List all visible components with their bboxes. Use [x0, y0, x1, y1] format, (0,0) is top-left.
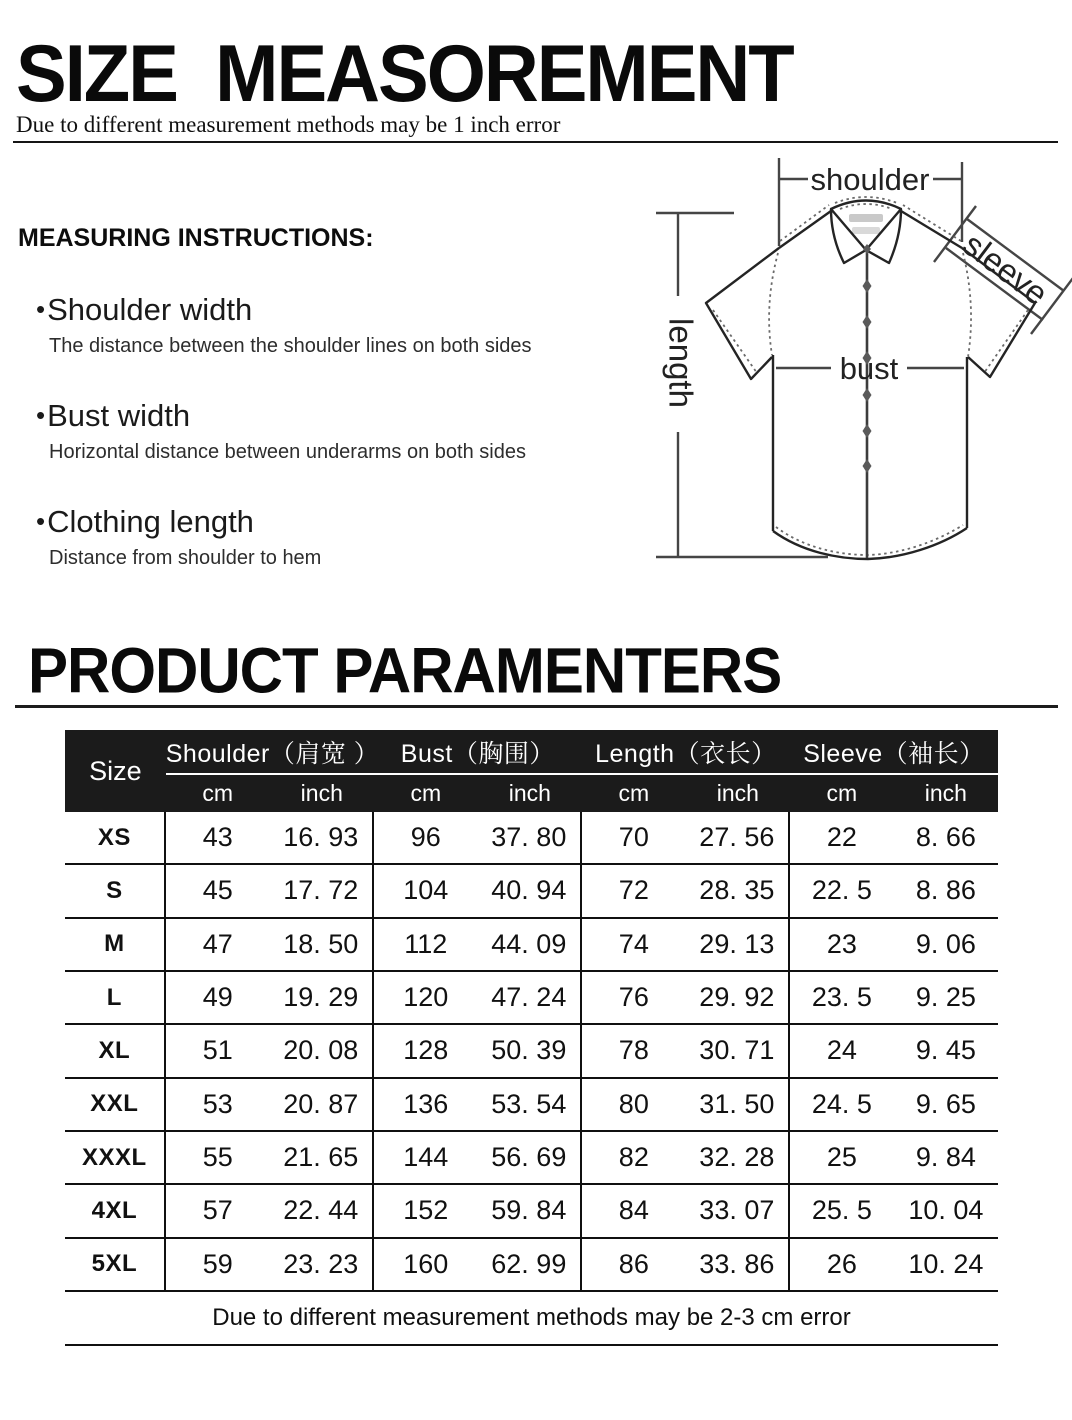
- value-cell: 22. 44: [270, 1185, 374, 1236]
- value-cell: 80: [618, 1088, 649, 1119]
- value-cell: 59. 84: [478, 1185, 582, 1236]
- table-row: [65, 1185, 998, 1238]
- size-cell: XXL: [65, 1079, 166, 1130]
- table-row: [65, 1079, 998, 1132]
- value-cell: 24. 5: [811, 1088, 872, 1119]
- table-body: [65, 812, 998, 1292]
- unit-header-row: [166, 775, 998, 812]
- value-cell: 37. 80: [478, 812, 582, 863]
- table-row: [65, 972, 998, 1025]
- value-cell: 47: [202, 928, 233, 959]
- shirt-diagram: [630, 146, 1072, 622]
- table-note: Due to different measurement methods may be 2-3 cm error: [65, 1292, 998, 1346]
- value-cell: 70: [618, 822, 649, 853]
- value-cell: 78: [618, 1035, 649, 1066]
- value-cell: 112: [404, 928, 448, 959]
- bust-label: bust: [839, 351, 899, 386]
- value-cell: 40. 94: [478, 865, 582, 916]
- value-cell: 86: [618, 1248, 649, 1279]
- value-cell: 9. 65: [915, 1088, 976, 1119]
- value-cell: 57: [202, 1195, 233, 1226]
- value-cell: 59: [202, 1248, 233, 1279]
- unit-header-cm: cm: [826, 780, 858, 807]
- group-header-sleeve: Sleeve（袖长）: [803, 739, 985, 768]
- value-cell: 28. 35: [686, 865, 790, 916]
- page-title: SIZE MEASOREMENT: [16, 29, 793, 120]
- measuring-instructions-list: [36, 292, 621, 610]
- value-cell: 22: [826, 822, 857, 853]
- value-cell: 53: [202, 1088, 233, 1119]
- value-cell: 43: [202, 822, 233, 853]
- group-headers: [166, 730, 998, 812]
- value-cell: 104: [403, 875, 449, 906]
- length-label: length: [662, 318, 700, 408]
- value-cell: 29. 92: [686, 972, 790, 1023]
- value-cell: 9. 06: [915, 928, 976, 959]
- value-cell: 29. 13: [686, 919, 790, 970]
- instruction-item: [36, 504, 621, 610]
- size-cell: XXXL: [65, 1132, 166, 1183]
- value-cell: 9. 45: [915, 1035, 976, 1066]
- table-row: [65, 919, 998, 972]
- table-row: [65, 865, 998, 918]
- value-cell: 33. 07: [686, 1185, 790, 1236]
- value-cell: 9. 84: [915, 1142, 976, 1173]
- unit-header-cm: cm: [202, 780, 234, 807]
- value-cell: 50. 39: [478, 1025, 582, 1076]
- table-row: [65, 1132, 998, 1185]
- unit-header-inch: inch: [924, 780, 967, 807]
- bullet-icon: •: [36, 294, 46, 324]
- sleeve-dimension: [934, 206, 1072, 334]
- value-cell: 16. 93: [270, 812, 374, 863]
- instruction-item: [36, 398, 621, 504]
- instruction-term: [36, 504, 621, 540]
- size-cell: XL: [65, 1025, 166, 1076]
- table-row: [65, 1239, 998, 1292]
- instruction-term-text: Shoulder width: [47, 292, 253, 327]
- size-cell: L: [65, 972, 166, 1023]
- value-cell: 84: [618, 1195, 649, 1226]
- instruction-term-text: Bust width: [47, 398, 191, 433]
- size-cell: XS: [65, 812, 166, 863]
- instruction-desc: Horizontal distance between underarms on both sides: [49, 441, 526, 463]
- unit-header-inch: inch: [300, 780, 343, 807]
- value-cell: 45: [202, 875, 233, 906]
- divider-line: [15, 705, 1058, 708]
- value-cell: 49: [202, 982, 233, 1013]
- value-cell: 9. 25: [915, 982, 976, 1013]
- value-cell: 10. 04: [908, 1195, 984, 1226]
- shoulder-label: shoulder: [810, 162, 930, 197]
- instruction-desc: The distance between the shoulder lines on both sides: [49, 335, 532, 357]
- value-cell: 20. 08: [270, 1025, 374, 1076]
- instruction-term: [36, 292, 621, 328]
- value-cell: 55: [202, 1142, 233, 1173]
- value-cell: 26: [826, 1248, 857, 1279]
- instruction-term: [36, 398, 621, 434]
- value-cell: 32. 28: [686, 1132, 790, 1183]
- value-cell: 22. 5: [811, 875, 872, 906]
- value-cell: 19. 29: [270, 972, 374, 1023]
- unit-header-inch: inch: [716, 780, 759, 807]
- value-cell: 72: [618, 875, 649, 906]
- value-cell: 128: [403, 1035, 449, 1066]
- value-cell: 30. 71: [686, 1025, 790, 1076]
- value-cell: 8. 86: [915, 875, 976, 906]
- value-cell: 18. 50: [270, 919, 374, 970]
- divider-line: [13, 141, 1058, 143]
- value-cell: 31. 50: [686, 1079, 790, 1130]
- value-cell: 17. 72: [270, 865, 374, 916]
- value-cell: 160: [403, 1248, 449, 1279]
- group-header-shoulder: Shoulder（肩宽 ）: [165, 739, 380, 768]
- instruction-term-text: Clothing length: [47, 504, 254, 539]
- group-label-row: [166, 730, 998, 775]
- value-cell: 33. 86: [686, 1239, 790, 1290]
- length-dimension: [656, 213, 828, 557]
- size-column-header: Size: [89, 755, 142, 786]
- group-header-bust: Bust（胸围）: [400, 739, 555, 768]
- instruction-item: [36, 292, 621, 398]
- value-cell: 25: [826, 1142, 857, 1173]
- unit-header-cm: cm: [410, 780, 442, 807]
- value-cell: 24: [826, 1035, 857, 1066]
- unit-header-inch: inch: [508, 780, 551, 807]
- size-cell: 5XL: [65, 1239, 166, 1290]
- size-cell: S: [65, 865, 166, 916]
- value-cell: 20. 87: [270, 1079, 374, 1130]
- value-cell: 62. 99: [478, 1239, 582, 1290]
- value-cell: 25. 5: [811, 1195, 872, 1226]
- value-cell: 23. 23: [270, 1239, 374, 1290]
- table-row: [65, 1025, 998, 1078]
- sleeve-label: sleeve: [956, 225, 1055, 313]
- value-cell: 82: [618, 1142, 649, 1173]
- value-cell: 53. 54: [478, 1079, 582, 1130]
- table-row: [65, 812, 998, 865]
- value-cell: 136: [403, 1088, 449, 1119]
- size-table: [65, 730, 998, 1346]
- size-cell: 4XL: [65, 1185, 166, 1236]
- value-cell: 8. 66: [915, 822, 976, 853]
- measuring-instructions-heading: MEASURING INSTRUCTIONS:: [18, 224, 374, 252]
- bullet-icon: •: [36, 506, 46, 536]
- value-cell: 23. 5: [811, 982, 872, 1013]
- value-cell: 56. 69: [478, 1132, 582, 1183]
- value-cell: 76: [618, 982, 649, 1013]
- value-cell: 74: [618, 928, 649, 959]
- value-cell: 51: [202, 1035, 233, 1066]
- value-cell: 10. 24: [908, 1248, 984, 1279]
- value-cell: 152: [403, 1195, 449, 1226]
- product-parameters-heading: PRODUCT PARAMENTERS: [28, 635, 782, 707]
- value-cell: 27. 56: [686, 812, 790, 863]
- bullet-icon: •: [36, 400, 46, 430]
- value-cell: 23: [826, 928, 857, 959]
- value-cell: 96: [410, 822, 441, 853]
- size-cell: M: [65, 919, 166, 970]
- value-cell: 44. 09: [478, 919, 582, 970]
- group-header-length: Length（衣长）: [595, 739, 777, 768]
- table-header: [65, 730, 998, 812]
- value-cell: 144: [403, 1142, 449, 1173]
- value-cell: 47. 24: [478, 972, 582, 1023]
- value-cell: 120: [403, 982, 449, 1013]
- page-subtitle: Due to different measurement methods may be 1 inch error: [16, 112, 561, 137]
- unit-header-cm: cm: [618, 780, 650, 807]
- bust-dimension: [776, 351, 964, 386]
- instruction-desc: Distance from shoulder to hem: [49, 547, 322, 569]
- value-cell: 21. 65: [270, 1132, 374, 1183]
